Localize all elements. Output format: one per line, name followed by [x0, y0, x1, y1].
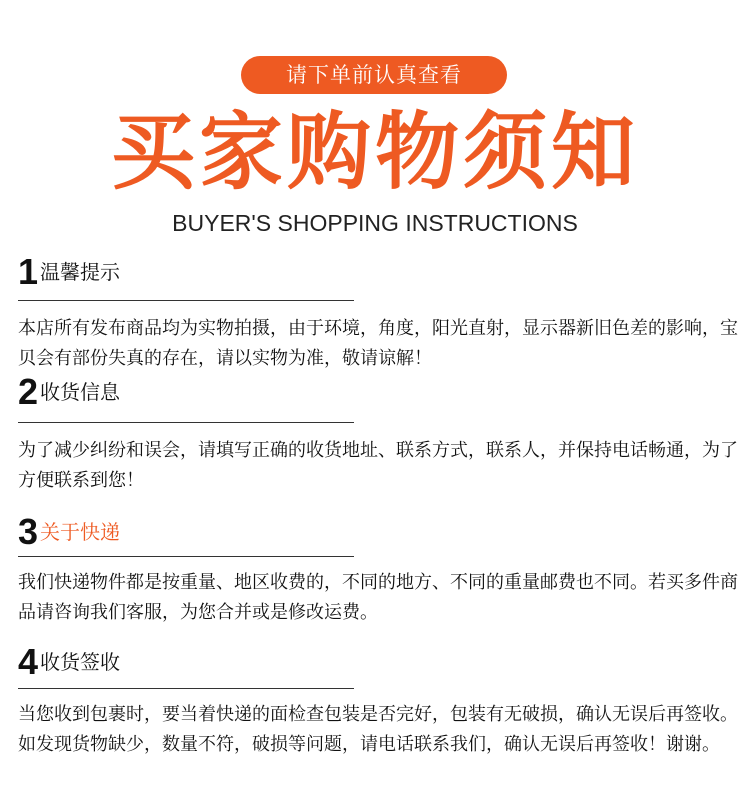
page-subtitle: BUYER'S SHOPPING INSTRUCTIONS	[172, 210, 578, 236]
section-courier	[18, 511, 738, 623]
page-title: 买家购物须知	[110, 103, 639, 201]
section-number: 2	[18, 371, 39, 412]
section-body: 当您收到包裹时，要当着快递的面检查包装是否完好，包装有无破损，确认无误后再签收。如发现货物缺少，数量不符，破损等问题，请电话联系我们，确认无误后再签收！谢谢。	[18, 704, 738, 755]
section-body: 我们快递物件都是按重量、地区收费的，不同的地方、不同的重量邮费也不同。若买多件商品请咨询我们客服，为您合并或是修改运费。	[18, 572, 738, 623]
section-tips	[18, 251, 738, 369]
section-divider	[18, 556, 354, 557]
section-number: 4	[18, 641, 39, 682]
section-divider	[18, 688, 354, 689]
section-number: 1	[18, 251, 39, 292]
section-divider	[18, 422, 354, 423]
section-divider	[18, 300, 354, 301]
section-shipping-info	[18, 371, 738, 491]
section-body: 本店所有发布商品均为实物拍摄，由于环境，角度，阳光直射，显示器新旧色差的影响，宝贝会有部份失真的存在，请以实物为准，敬请谅解！	[18, 318, 738, 369]
section-heading	[18, 512, 738, 552]
section-receipt	[18, 641, 738, 755]
section-heading	[18, 642, 738, 682]
section-number: 3	[18, 511, 39, 552]
section-heading	[18, 252, 738, 292]
notice-badge: 请下单前认真查看	[241, 56, 507, 94]
section-body: 为了减少纠纷和误会，请填写正确的收货地址、联系方式，联系人，并保持电话畅通，为了方便联系到您！	[18, 440, 738, 491]
section-heading	[18, 372, 738, 412]
section-title: 温馨提示	[40, 260, 120, 284]
section-title: 收货签收	[40, 650, 120, 674]
section-title: 关于快递	[40, 520, 120, 544]
section-title: 收货信息	[40, 380, 120, 404]
